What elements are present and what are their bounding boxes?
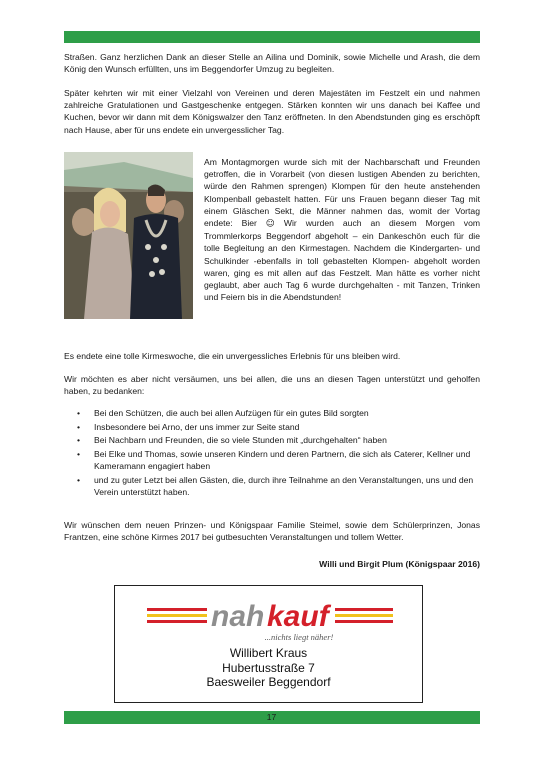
paragraph-2: Später kehrten wir mit einer Vielzahl von Vereinen und deren Majestäten im Festzelt ein und nahmen zahlreiche Gratulationen und Gastgeschenke entgegen. Stärken konnten wir uns danach bei Kaffee und Kuchen, bevor wir dann mit dem Königswalzer den Tanz eröffneten. In den Abendstunden ging es erschöpft nach Hause, aber für uns endete ein unvergesslicher Tag.	[64, 88, 480, 135]
shop-street: Hubertusstraße 7	[222, 660, 315, 675]
list-item: • Bei Elke und Thomas, sowie unseren Kindern und deren Partnern, die sich als Caterer, Kellner und Kameramann engagiert haben	[77, 449, 471, 472]
paragraph-4: Es endete eine tolle Kirmeswoche, die ein unvergessliches Erlebnis für uns bleiben wird.	[64, 351, 401, 361]
nahkauf-advertisement	[114, 585, 423, 703]
logo-kauf-text: kauf	[267, 600, 329, 633]
list-item: • Insbesondere bei Arno, der uns immer zur Seite stand	[77, 421, 300, 432]
list-item: • Bei Nachbarn und Freunden, die so viele Stunden mit „durchgehalten“ haben	[77, 435, 387, 446]
smiley-icon: ☺	[265, 219, 275, 230]
logo-slogan: ...nichts liegt näher!	[264, 632, 334, 642]
list-item: • Bei den Schützen, die auch bei allen Aufzügen für ein gutes Bild sorgten	[77, 408, 369, 418]
top-green-bar	[64, 31, 480, 43]
shop-owner: Willibert Kraus	[229, 646, 308, 660]
paragraph-3: Am Montagmorgen wurde sich mit der Nachbarschaft und Freunden getroffen, die in Vorarbeit (von diesen lustigen Abenden zu berichten, würde den Rahmen sprengen) Klompen für den heute anstehenden Klompenball gebastelt hatten. Für uns Frauen begann dieser Tag mit einem Gläschen Sekt, die Männer nahmen das, womit der Vortag endete: Bier ☺ Wir wurden auch an diesem Morgen vom Trommlerkorps Beggendorf abgeholt – ein Dankeschön euch für die tolle Begleitung an den Kirmestagen. Nachdem die Kindergarten- und Schulkinder -ebenfalls in toll gebastelten Klompen- abgeholt worden waren, ging es mit allen auf das Festzelt. Man hätte es vorher nicht geglaubt, aber auch Tag 6 wurde durchgehalten - mit Tanzen, Trinken und Feiern bis in die Abendstunden!	[204, 157, 481, 303]
logo-nah-text: nah	[211, 600, 265, 633]
list-item: • und zu guter Letzt bei allen Gästen, die, durch ihre Teilnahme an den Veranstaltungen, uns und den Verein unterstützt haben.	[77, 475, 474, 498]
thanks-list	[64, 407, 480, 500]
paragraph-1: Straßen. Ganz herzlichen Dank an dieser Stelle an Ailina und Dominik, sowie Michelle und Arash, die dem König den Wunsch erfüllten, uns im Beggendorfer Umzug zu begleiten.	[64, 52, 480, 75]
paragraph-6: Wir wünschen dem neuen Prinzen- und Königspaar Familie Steimel, sowie dem Schülerprinzen, Jonas Frantzen, eine schöne Kirmes 2017 bei gutbesuchten Veranstaltungen und tollem Wetter.	[64, 520, 480, 543]
nahkauf-logo	[145, 594, 395, 646]
shop-address	[115, 646, 422, 690]
page-number: 17	[266, 712, 277, 722]
signature: Willi und Birgit Plum (Königspaar 2016)	[319, 559, 480, 569]
photo-royal-couple	[64, 152, 193, 319]
paragraph-5: Wir möchten es aber nicht versäumen, uns bei allen, die uns an diesen Tagen unterstützt und geholfen haben, zu bedanken:	[64, 374, 480, 397]
shop-city: Baesweiler Beggendorf	[206, 675, 331, 689]
